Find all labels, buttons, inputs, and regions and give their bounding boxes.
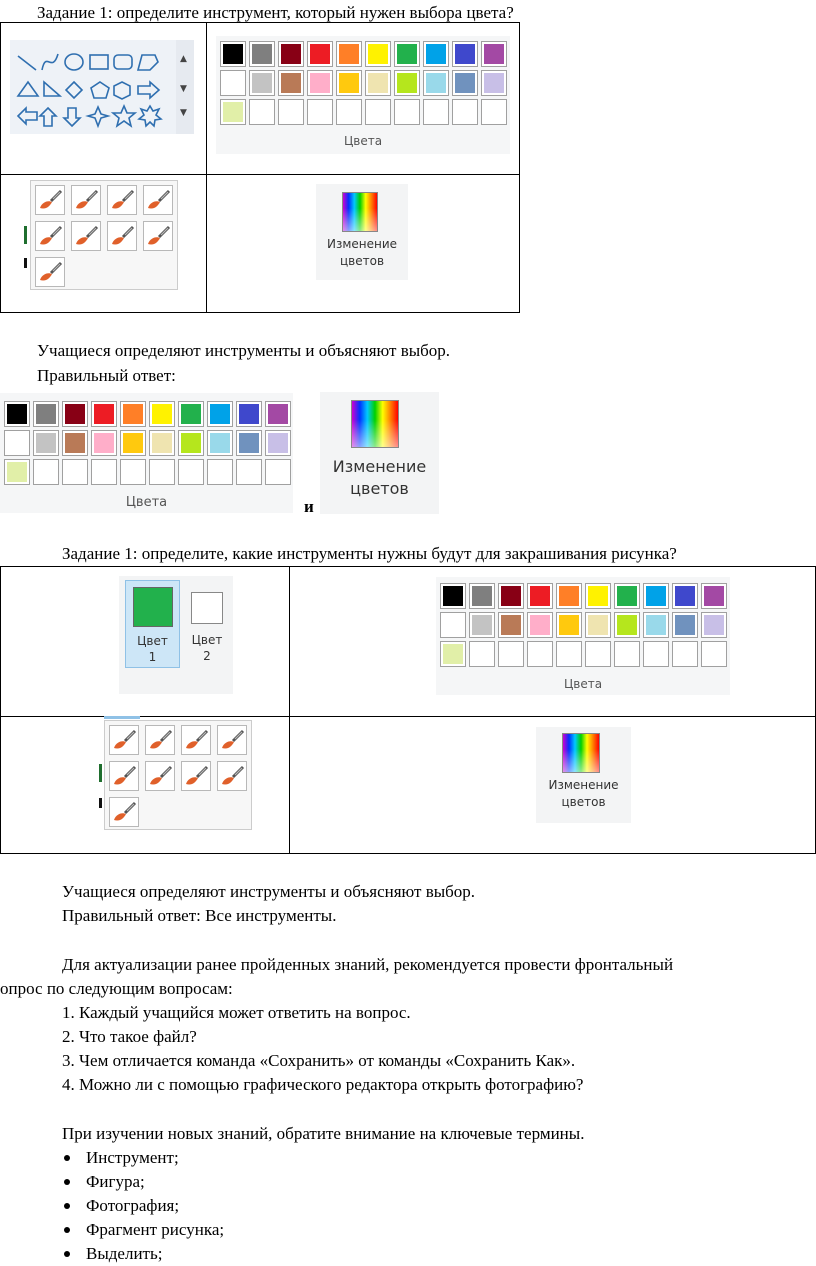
color-swatch[interactable] [4, 459, 30, 485]
brush-button[interactable] [35, 185, 65, 215]
swatch-fill [484, 44, 504, 64]
empty-color-slot[interactable] [643, 641, 669, 667]
empty-color-slot[interactable] [585, 641, 611, 667]
empty-color-slot[interactable] [527, 641, 553, 667]
color-swatch[interactable] [307, 41, 333, 67]
color-swatch[interactable] [149, 401, 175, 427]
swatch-fill [426, 44, 446, 64]
swatch-fill [7, 404, 27, 424]
color-swatch[interactable] [220, 99, 246, 125]
empty-color-slot[interactable] [469, 641, 495, 667]
color-swatch[interactable] [91, 401, 117, 427]
brush-button[interactable] [35, 257, 65, 287]
swatch-fill [397, 44, 417, 64]
brush-icon [72, 222, 100, 250]
color1-label: 1 [148, 650, 157, 664]
brush-button[interactable] [217, 761, 247, 791]
palette-label: Цвета [563, 677, 603, 691]
task2-heading: Задание 1: определите, какие инструменты нужны будут для закрашивания рисунка? [62, 544, 677, 563]
palette-label: Цвета [343, 134, 383, 148]
edit-colors-icon [562, 733, 600, 773]
swatch-fill [36, 404, 56, 424]
swatch-fill [210, 433, 230, 453]
edit-colors-label: Изменение [332, 457, 427, 476]
color-swatch[interactable] [701, 583, 727, 609]
color-swatch[interactable] [336, 41, 362, 67]
swatch-fill [7, 462, 27, 482]
students-text: Учащиеся определяют инструменты и объясняют выбор. [62, 882, 476, 901]
color-swatch[interactable] [481, 70, 507, 96]
swatch-fill [223, 73, 243, 93]
swatch-fill [252, 73, 272, 93]
empty-color-slot[interactable] [394, 99, 420, 125]
edge-mark [99, 764, 102, 782]
color-swatch[interactable] [672, 612, 698, 638]
swatch-fill [530, 586, 550, 606]
swatch-fill [617, 586, 637, 606]
swatch-fill [675, 586, 695, 606]
color-swatch[interactable] [481, 41, 507, 67]
color-swatch[interactable] [178, 430, 204, 456]
brush-icon [218, 726, 246, 754]
colors-palette [216, 36, 510, 154]
task1-heading: Задание 1: определите инструмент, который нужен выбора цвета? [37, 3, 514, 22]
color-swatch[interactable] [585, 612, 611, 638]
swatch-fill [239, 404, 259, 424]
swatch-fill [223, 102, 243, 122]
color2-swatch [191, 592, 223, 624]
swatch-fill [704, 615, 724, 635]
brush-icon [146, 726, 174, 754]
swatch-fill [239, 433, 259, 453]
color-swatch[interactable] [120, 430, 146, 456]
question-item: 3. Чем отличается команда «Сохранить» от команды «Сохранить Как». [62, 1051, 576, 1070]
swatch-fill [646, 586, 666, 606]
swatch-fill [559, 586, 579, 606]
empty-color-slot[interactable] [336, 99, 362, 125]
color-swatch[interactable] [469, 612, 495, 638]
edit-colors-label: цветов [561, 795, 606, 809]
brush-button[interactable] [35, 221, 65, 251]
empty-color-slot[interactable] [365, 99, 391, 125]
swatch-fill [339, 44, 359, 64]
color-swatch[interactable] [527, 612, 553, 638]
color-swatch[interactable] [365, 41, 391, 67]
brush-icon [108, 222, 136, 250]
empty-color-slot[interactable] [91, 459, 117, 485]
color-swatch[interactable] [249, 70, 275, 96]
color-swatch[interactable] [149, 430, 175, 456]
bullet [64, 1179, 70, 1185]
color-swatch[interactable] [701, 612, 727, 638]
edit-colors-button[interactable] [320, 392, 439, 514]
brush-button[interactable] [71, 221, 101, 251]
swatch-fill [646, 615, 666, 635]
empty-color-slot[interactable] [423, 99, 449, 125]
swatch-fill [368, 44, 388, 64]
color-swatch[interactable] [469, 583, 495, 609]
color-swatch[interactable] [394, 70, 420, 96]
color-swatch[interactable] [307, 70, 333, 96]
edit-colors-label: цветов [339, 254, 385, 268]
brush-button[interactable] [109, 761, 139, 791]
students-text: Учащиеся определяют инструменты и объясняют выбор. [37, 341, 451, 360]
swatch-fill [268, 404, 288, 424]
color-swatch[interactable] [556, 583, 582, 609]
swatch-fill [123, 433, 143, 453]
brushes-panel [104, 720, 252, 830]
edit-colors-label: Изменение [548, 778, 619, 792]
color-swatch[interactable] [585, 583, 611, 609]
empty-color-slot[interactable] [307, 99, 333, 125]
swatch-fill [310, 44, 330, 64]
brush-icon [110, 798, 138, 826]
color2-label: 2 [203, 649, 211, 663]
color-swatch[interactable] [278, 41, 304, 67]
swatch-fill [94, 433, 114, 453]
color-swatch[interactable] [527, 583, 553, 609]
brush-icon [36, 258, 64, 286]
swatch-fill [368, 73, 388, 93]
empty-color-slot[interactable] [249, 99, 275, 125]
swatch-fill [65, 404, 85, 424]
question-item: 2. Что такое файл? [62, 1027, 197, 1046]
swatch-fill [397, 73, 417, 93]
edge-mark [24, 258, 27, 268]
color-swatch[interactable] [365, 70, 391, 96]
swatch-fill [65, 433, 85, 453]
swatch-fill [588, 615, 608, 635]
color-swatch[interactable] [236, 430, 262, 456]
edit-colors-button[interactable] [536, 727, 631, 823]
palette-label: Цвета [125, 495, 168, 510]
color-swatch[interactable] [336, 70, 362, 96]
brush-button[interactable] [109, 725, 139, 755]
table-divider [0, 174, 520, 175]
swatch-fill [152, 433, 172, 453]
color1-label: Цвет [137, 634, 168, 648]
color-swatch[interactable] [452, 41, 478, 67]
color-swatch[interactable] [498, 612, 524, 638]
brush-button[interactable] [217, 725, 247, 755]
color-swatch[interactable] [220, 41, 246, 67]
color-swatch[interactable] [556, 612, 582, 638]
color-swatch[interactable] [394, 41, 420, 67]
color-swatch[interactable] [440, 641, 466, 667]
term-item: Выделить; [86, 1244, 163, 1263]
brush-button[interactable] [107, 221, 137, 251]
colors-palette [0, 393, 293, 513]
empty-color-slot[interactable] [452, 99, 478, 125]
color-swatch[interactable] [440, 583, 466, 609]
brush-icon [36, 222, 64, 250]
color1-button[interactable] [125, 580, 180, 668]
color-swatch[interactable] [614, 583, 640, 609]
swatch-fill [426, 73, 446, 93]
table-divider [289, 566, 290, 854]
swatch-fill [94, 404, 114, 424]
color-swatch[interactable] [423, 70, 449, 96]
swatch-fill [310, 73, 330, 93]
brush-icon [182, 762, 210, 790]
swatch-fill [455, 44, 475, 64]
swatch-fill [7, 433, 27, 453]
term-item: Фрагмент рисунка; [86, 1220, 225, 1239]
color-swatch[interactable] [643, 583, 669, 609]
swatch-fill [152, 404, 172, 424]
paragraph-line: опрос по следующим вопросам: [0, 979, 233, 998]
brush-button[interactable] [145, 725, 175, 755]
brush-button[interactable] [109, 797, 139, 827]
edit-colors-label: Изменение [326, 237, 398, 251]
brush-button[interactable] [143, 221, 173, 251]
color2-label: Цвет [191, 633, 223, 647]
color1-swatch [133, 587, 173, 627]
brush-icon [146, 762, 174, 790]
swatch-fill [252, 44, 272, 64]
color-swatch[interactable] [614, 612, 640, 638]
empty-color-slot[interactable] [178, 459, 204, 485]
brush-icon [182, 726, 210, 754]
bullet [64, 1203, 70, 1209]
edge-mark [99, 798, 102, 808]
term-item: Фотография; [86, 1196, 180, 1215]
brush-button[interactable] [145, 761, 175, 791]
color-swatch[interactable] [249, 41, 275, 67]
color-swatch[interactable] [423, 41, 449, 67]
color-swatch[interactable] [33, 430, 59, 456]
brush-icon [144, 222, 172, 250]
swatch-fill [443, 615, 463, 635]
gallery-scroll[interactable] [176, 40, 194, 134]
colors-palette [436, 577, 730, 695]
table-divider [206, 22, 207, 313]
edit-colors-icon [342, 192, 378, 232]
edit-colors-label: цветов [350, 479, 409, 498]
brush-icon [72, 186, 100, 214]
empty-color-slot[interactable] [207, 459, 233, 485]
empty-color-slot[interactable] [236, 459, 262, 485]
color-swatch[interactable] [62, 430, 88, 456]
brush-icon [218, 762, 246, 790]
color-swatch[interactable] [643, 612, 669, 638]
answer-text: Правильный ответ: [37, 366, 176, 385]
term-item: Инструмент; [86, 1148, 179, 1167]
brush-icon [110, 726, 138, 754]
color-swatch[interactable] [440, 612, 466, 638]
question-item: 4. Можно ли с помощью графического редактора открыть фотографию? [62, 1075, 584, 1094]
empty-color-slot[interactable] [672, 641, 698, 667]
swatch-fill [181, 404, 201, 424]
swatch-fill [484, 73, 504, 93]
empty-color-slot[interactable] [498, 641, 524, 667]
empty-color-slot[interactable] [62, 459, 88, 485]
color-swatch[interactable] [265, 430, 291, 456]
scroll-down-icon[interactable]: ▼ [180, 84, 187, 94]
brush-button[interactable] [181, 725, 211, 755]
brush-button[interactable] [107, 185, 137, 215]
color-swatch[interactable] [33, 401, 59, 427]
swatch-fill [36, 433, 56, 453]
swatch-fill [501, 586, 521, 606]
swatch-fill [123, 404, 143, 424]
question-item: 1. Каждый учащийся может ответить на вопрос. [62, 1003, 411, 1022]
edge-mark [104, 716, 140, 719]
color-swatch[interactable] [4, 430, 30, 456]
shapes-gallery[interactable] [10, 40, 194, 134]
color-swatch[interactable] [672, 583, 698, 609]
color-swatch[interactable] [498, 583, 524, 609]
empty-color-slot[interactable] [556, 641, 582, 667]
swatch-fill [181, 433, 201, 453]
edit-colors-icon [351, 400, 399, 448]
expand-gallery-icon[interactable]: ▼ [180, 108, 187, 118]
terms-intro: При изучении новых знаний, обратите внимание на ключевые термины. [62, 1124, 585, 1143]
brush-icon [144, 186, 172, 214]
color-swatch[interactable] [207, 430, 233, 456]
edit-colors-button[interactable] [316, 184, 408, 280]
bullet [64, 1227, 70, 1233]
swatch-fill [281, 73, 301, 93]
swatch-fill [443, 586, 463, 606]
empty-color-slot[interactable] [120, 459, 146, 485]
color-swatch[interactable] [236, 401, 262, 427]
color-swatch[interactable] [452, 70, 478, 96]
empty-color-slot[interactable] [278, 99, 304, 125]
color-swatch[interactable] [178, 401, 204, 427]
bullet [64, 1251, 70, 1257]
swatch-fill [472, 615, 492, 635]
paragraph-line: Для актуализации ранее пройденных знаний, рекомендуется провести фронтальный [62, 955, 674, 974]
color-swatch[interactable] [91, 430, 117, 456]
swatch-fill [559, 615, 579, 635]
brush-button[interactable] [181, 761, 211, 791]
color-swatch[interactable] [120, 401, 146, 427]
brushes-panel [30, 180, 178, 290]
empty-color-slot[interactable] [614, 641, 640, 667]
swatch-fill [617, 615, 637, 635]
swatch-fill [501, 615, 521, 635]
scroll-up-icon[interactable]: ▲ [180, 54, 187, 64]
swatch-fill [281, 44, 301, 64]
empty-color-slot[interactable] [149, 459, 175, 485]
swatch-fill [455, 73, 475, 93]
brush-button[interactable] [71, 185, 101, 215]
swatch-fill [339, 73, 359, 93]
brush-icon [110, 762, 138, 790]
empty-color-slot[interactable] [481, 99, 507, 125]
color-swatch[interactable] [265, 401, 291, 427]
answer-text: Правильный ответ: Все инструменты. [62, 906, 337, 925]
color-swatch[interactable] [278, 70, 304, 96]
bullet [64, 1155, 70, 1161]
shapes-icons [10, 40, 194, 134]
empty-color-slot[interactable] [265, 459, 291, 485]
term-item: Фигура; [86, 1172, 145, 1191]
brush-icon [108, 186, 136, 214]
swatch-fill [704, 586, 724, 606]
swatch-fill [588, 586, 608, 606]
swatch-fill [530, 615, 550, 635]
and-word: и [304, 497, 314, 516]
empty-color-slot[interactable] [33, 459, 59, 485]
swatch-fill [210, 404, 230, 424]
edge-mark [24, 226, 27, 244]
swatch-fill [675, 615, 695, 635]
brush-icon [36, 186, 64, 214]
color-swatch[interactable] [4, 401, 30, 427]
color-swatch[interactable] [207, 401, 233, 427]
swatch-fill [472, 586, 492, 606]
swatch-fill [268, 433, 288, 453]
color-swatch[interactable] [220, 70, 246, 96]
swatch-fill [223, 44, 243, 64]
color-swatch[interactable] [62, 401, 88, 427]
swatch-fill [443, 644, 463, 664]
brush-button[interactable] [143, 185, 173, 215]
empty-color-slot[interactable] [701, 641, 727, 667]
color-selector [119, 576, 233, 694]
color2-button[interactable] [183, 580, 231, 668]
